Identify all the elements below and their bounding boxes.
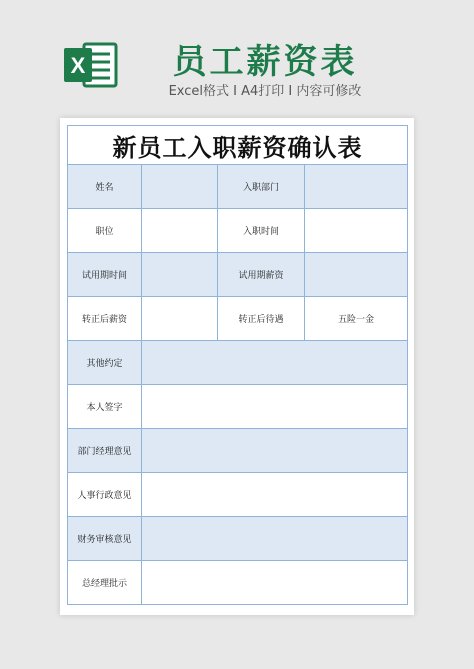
table-row — [68, 429, 408, 473]
name-label: 姓名 — [68, 165, 142, 209]
name-value-cell[interactable] — [142, 165, 218, 209]
form-title: 新员工入职薪资确认表 — [68, 126, 408, 165]
excel-logo-icon — [62, 38, 120, 92]
table-row — [68, 253, 408, 297]
table-row — [68, 561, 408, 605]
finance-opinion-label: 财务审核意见 — [68, 517, 142, 561]
signature-value-cell[interactable] — [142, 385, 408, 429]
dept-manager-opinion-value-cell[interactable] — [142, 429, 408, 473]
table-row — [68, 341, 408, 385]
table-row — [68, 209, 408, 253]
table-row — [68, 473, 408, 517]
other-agreement-value-cell[interactable] — [142, 341, 408, 385]
table-row — [68, 297, 408, 341]
form-table-wrapper — [67, 125, 407, 605]
header — [0, 0, 474, 118]
entry-time-label: 入职时间 — [218, 209, 305, 253]
gm-instruction-label: 总经理批示 — [68, 561, 142, 605]
position-value-cell[interactable] — [142, 209, 218, 253]
hr-opinion-value-cell[interactable] — [142, 473, 408, 517]
department-label: 入职部门 — [218, 165, 305, 209]
signature-label: 本人签字 — [68, 385, 142, 429]
hr-opinion-label: 人事行政意见 — [68, 473, 142, 517]
department-value-cell[interactable] — [305, 165, 408, 209]
dept-manager-opinion-label: 部门经理意见 — [68, 429, 142, 473]
other-agreement-label: 其他约定 — [68, 341, 142, 385]
probation-time-value-cell[interactable] — [142, 253, 218, 297]
salary-confirmation-table — [67, 125, 408, 605]
excel-logo-letter: X — [70, 53, 86, 78]
probation-salary-label: 试用期薪资 — [218, 253, 305, 297]
page-subtitle: Excel格式 I A4打印 I 内容可修改 — [168, 84, 362, 99]
page-title: 员工薪资表 — [172, 42, 358, 82]
entry-time-value-cell[interactable] — [305, 209, 408, 253]
regular-salary-value-cell[interactable] — [142, 297, 218, 341]
table-row — [68, 165, 408, 209]
table-row — [68, 385, 408, 429]
benefits-value[interactable]: 五险一金 — [305, 297, 408, 341]
finance-opinion-value-cell[interactable] — [142, 517, 408, 561]
gm-instruction-value-cell[interactable] — [142, 561, 408, 605]
document-sheet — [60, 118, 414, 615]
position-label: 职位 — [68, 209, 142, 253]
regular-salary-label: 转正后薪资 — [68, 297, 142, 341]
table-row — [68, 517, 408, 561]
probation-salary-value-cell[interactable] — [305, 253, 408, 297]
regular-benefits-label: 转正后待遇 — [218, 297, 305, 341]
probation-time-label: 试用期时间 — [68, 253, 142, 297]
